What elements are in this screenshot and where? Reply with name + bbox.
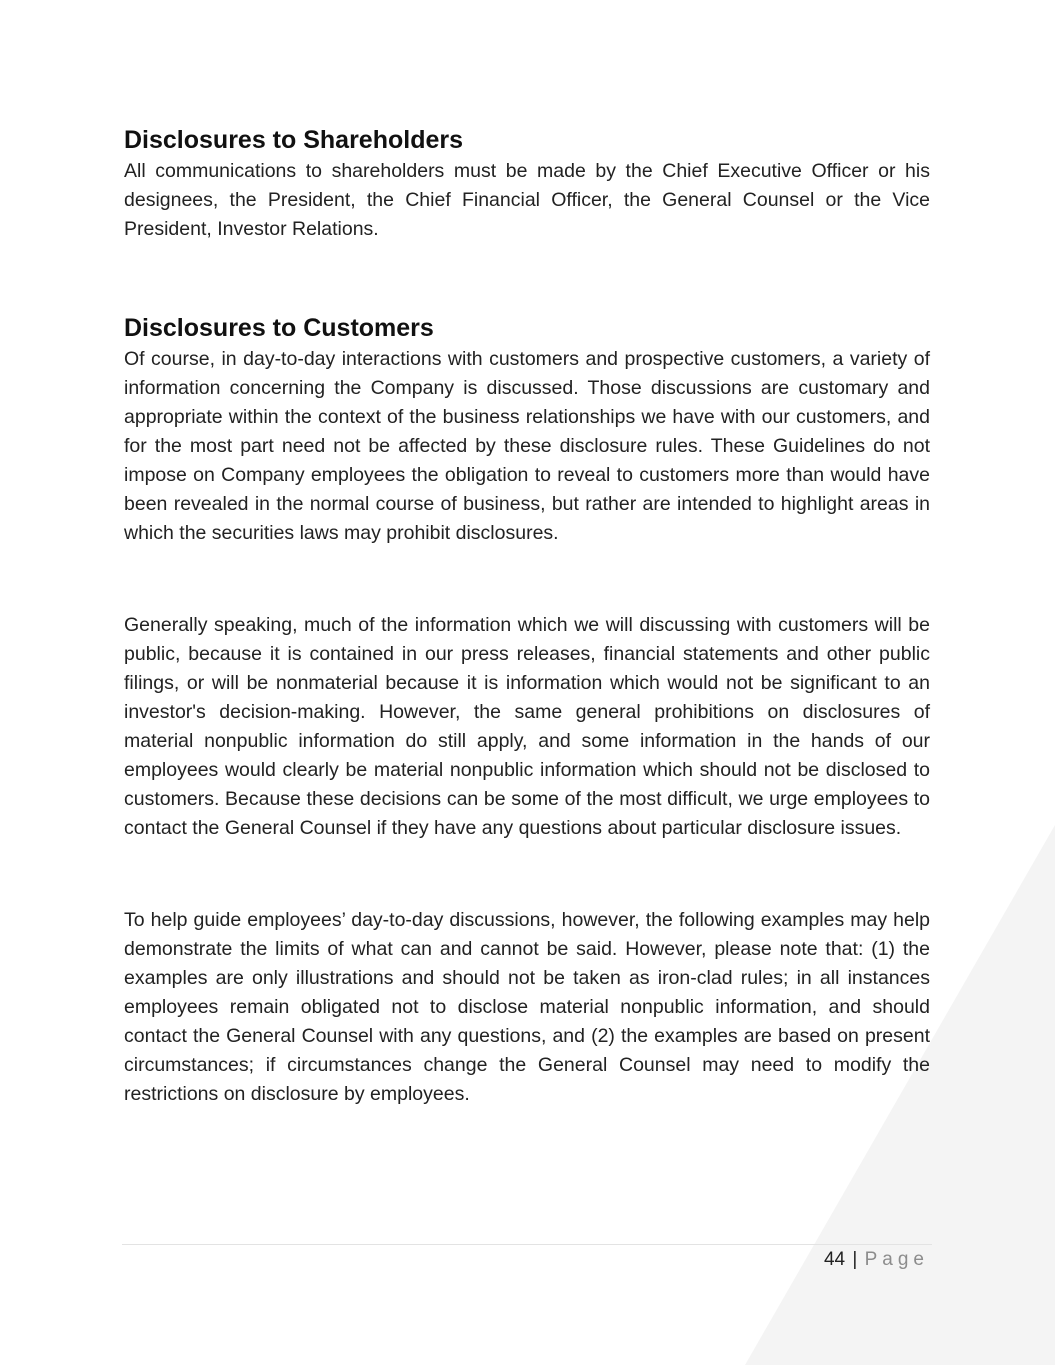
- page-number: 44: [823, 1249, 846, 1270]
- page-footer: [824, 1247, 929, 1273]
- page-label: Page: [864, 1249, 929, 1270]
- page-content: [124, 124, 930, 1109]
- paragraph-customers-1: Of course, in day-to-day interactions with customers and prospective customers, a variety of information concerning the Company is discussed. Those discussions are customary and appropriate within the context of the business relationships we have with our customers, and for the most part need not be affected by these disclosure rules. These Guidelines do not impose on Company employees the obligation to reveal to customers more than would have been revealed in the normal course of business, but rather are intended to highlight areas in which the securities laws may prohibit disclosures.: [124, 348, 930, 544]
- footer-separator: |: [852, 1249, 858, 1270]
- heading-disclosures-to-customers: Disclosures to Customers: [124, 314, 434, 342]
- paragraph-customers-2: Generally speaking, much of the information which we will discussing with customers will be public, because it is contained in our press releases, financial statements and other public filings, or will be nonmaterial because it is information which would not be significant to an investor's decision-making. However, the same general prohibitions on disclosures of material nonpublic information do still apply, and some information in the hands of our employees would clearly be material nonpublic information which should not be disclosed to customers. Because these decisions can be some of the most difficult, we urge employees to contact the General Counsel if they have any questions about particular disclosure issues.: [124, 614, 930, 839]
- heading-disclosures-to-shareholders: Disclosures to Shareholders: [124, 126, 464, 154]
- footer-divider: [122, 1244, 932, 1245]
- paragraph-customers-3: To help guide employees’ day-to-day discussions, however, the following examples may help demonstrate the limits of what can and cannot be said. However, please note that: (1) the examples are only illustrations and should not be taken as iron-clad rules; in all instances employees remain obligated not to disclose material nonpublic information, and should contact the General Counsel with any questions, and (2) the examples are based on present circumstances; if circumstances change the General Counsel may need to modify the restrictions on disclosure by employees.: [124, 909, 930, 1105]
- paragraph-shareholders: All communications to shareholders must be made by the Chief Executive Officer or his designees, the President, the Chief Financial Officer, the General Counsel or the Vice President, Investor Relations.: [124, 160, 930, 240]
